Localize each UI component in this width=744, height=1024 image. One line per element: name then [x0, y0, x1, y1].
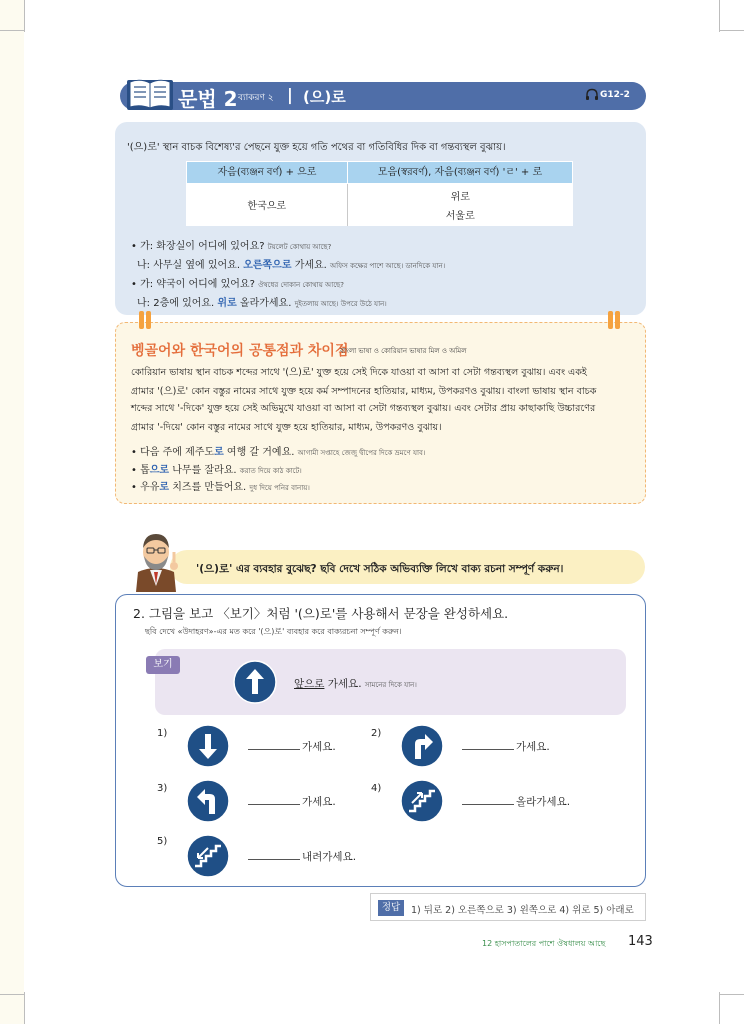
grammar-point: (으)로	[303, 88, 346, 106]
title-divider: |	[287, 85, 293, 104]
example-tag: 보기	[146, 656, 180, 674]
example-korean: 치즈를 만들어요.	[169, 482, 247, 493]
table-cell-value: 한국으로	[247, 201, 287, 213]
table-header-consonant: 자음(ব্যঞ্জন বর্ণ) + 으로	[187, 162, 348, 184]
example-bengali: টয়লেট কোথায় আছে?	[267, 243, 332, 251]
example-bengali: অফিস কক্ষের পাশে আছে। ডানদিকে যান।	[330, 262, 446, 270]
crop-mark	[719, 0, 720, 32]
example-answer	[294, 676, 417, 691]
comparison-example	[131, 478, 310, 494]
turn-right-sign-icon	[400, 724, 444, 768]
example-korean: 가세요.	[291, 260, 327, 271]
example-answer-word: 앞으로	[294, 678, 325, 690]
section-subtitle: ব্যাকরণ ২	[238, 93, 274, 103]
example-highlight: 로	[214, 447, 224, 458]
comparison-title-bengali: বাংলা ভাষা ও কোরিয়ান ভাষার মিল ও অমিল	[340, 347, 467, 355]
grammar-description: '(으)로' স্থান বাচক বিশেষ্য'র পেছনে যুক্ত হয়ে গতি পথের বা গতিবিধির দিক বা গন্তব্যস্থল বুঝায়।	[127, 142, 506, 153]
example-korean: • 우유	[131, 482, 160, 493]
comparison-example	[131, 461, 302, 477]
example-korean: • 다음 주에 제주도	[131, 447, 215, 458]
comparison-text-line: কোরিয়ান ভাষায় স্থান বাচক শব্দের সাথে '(으)로' যুক্ত হয়ে সেই দিকে যাওয়া বা আসা বা সেটা গন্তব্যস্থল বুঝায়। এবং একই	[131, 367, 587, 378]
crop-mark	[720, 30, 744, 31]
arrow-down-sign-icon	[186, 724, 230, 768]
exercise-title: 2. 그림을 보고 〈보기〉처럼 '(으)로'를 사용해서 문장을 완성하세요.	[133, 606, 509, 621]
example-korean: 올라가세요.	[236, 298, 292, 309]
grammar-example	[131, 275, 344, 291]
grammar-example	[137, 256, 445, 272]
item-tail: 올라가세요.	[516, 796, 571, 808]
example-korean: • 가: 약국이 어디에 있어요?	[131, 279, 255, 290]
item-number: 5)	[157, 836, 168, 847]
item-number: 3)	[157, 783, 168, 794]
table-cell-value: 서울로	[445, 210, 475, 222]
turn-left-sign-icon	[186, 779, 230, 823]
table-cell	[187, 184, 348, 226]
crop-mark	[719, 992, 720, 1024]
example-highlight: 으로	[149, 465, 170, 476]
comparison-example	[131, 443, 425, 459]
item-tail: 가세요.	[302, 741, 336, 753]
answer-blank[interactable]	[462, 793, 514, 805]
example-korean: 나무를 잘라요.	[169, 465, 237, 476]
binder-clip	[608, 311, 613, 329]
page-margin-strip	[0, 0, 24, 1024]
binder-clip	[146, 311, 151, 329]
answer-key-text: 1) 뒤로 2) 오른쪽으로 3) 왼쪽으로 4) 위로 5) 아래로	[411, 905, 634, 916]
exercise-subtitle: ছবি দেখে «উদাহরণ»-এর মত করে '(으)로' ব্যবহার করে বাক্যরচনা সম্পূর্ণ করুন।	[145, 627, 402, 636]
table-header-vowel: 모음(স্বরবর্ণ), 자음(ব্যঞ্জন বর্ণ) 'ㄹ' + 로	[348, 162, 573, 184]
answer-blank[interactable]	[248, 738, 300, 750]
example-bengali: করাত দিয়ে কাঠ কাটে।	[239, 467, 302, 475]
teacher-illustration	[130, 526, 182, 592]
item-number: 1)	[157, 728, 168, 739]
crop-mark	[0, 30, 24, 31]
example-bengali: দুইতলায় আছে। উপরে উঠে যান।	[294, 300, 387, 308]
book-icon	[125, 74, 175, 114]
example-bengali: আগামী সপ্তাহে জেজু দ্বীপের দিকে ভ্রমণে যাব।	[297, 449, 426, 457]
crop-mark	[720, 994, 744, 995]
chapter-footer: 12 হাসপাতালের পাশে ঔষধালয় আছে	[482, 939, 606, 948]
item-number: 4)	[371, 783, 382, 794]
prompt-text: '(으)로' এর ব্যবহার বুঝেছ? ছবি দেখে সঠিক অভিব্যক্তি লিখে বাক্য রচনা সম্পূর্ণ করুন।	[196, 563, 564, 575]
example-answer-tail: 가세요.	[324, 678, 362, 690]
crop-mark	[0, 994, 24, 995]
answer-key-tag: 정답	[378, 900, 404, 916]
item-tail: 가세요.	[302, 796, 336, 808]
example-bengali: দুধ দিয়ে পনির বানায়।	[249, 484, 310, 492]
grammar-example	[131, 237, 331, 253]
comparison-text-line: গ্রামার '-দিয়ে' কোন বস্তুর নামের সাথে যুক্ত হয়ে হাতিয়ার, মাধ্যম, উপকরণও বুঝায়।	[131, 422, 442, 433]
item-tail: 내려가세요.	[302, 851, 357, 863]
table-cell	[348, 184, 573, 226]
crop-mark	[24, 0, 25, 32]
example-korean: • 가: 화장실이 어디에 있어요?	[131, 241, 265, 252]
example-korean: 나: 2층에 있어요.	[137, 298, 218, 309]
comparison-text-line: গ্রামার '(으)로' কোন বস্তুর নামের সাথে যুক্ত হয়ে কর্ম সম্পাদনের হাতিয়ার, মাধ্যম, উপকরণও বুঝায়। বাংলা ভাষায় স্থান বাচক	[131, 386, 597, 397]
table-cell-value: 위로	[450, 191, 470, 203]
example-highlight: 로	[159, 482, 170, 493]
comparison-title: 벵골어와 한국어의 공통점과 차이점	[131, 343, 349, 359]
item-tail: 가세요.	[516, 741, 550, 753]
example-korean: • 톱	[131, 465, 150, 476]
audio-track-code[interactable]: G12-2	[600, 90, 630, 100]
binder-clip	[139, 311, 144, 329]
section-title: 문법 2	[178, 87, 238, 111]
answer-blank[interactable]	[248, 848, 300, 860]
answer-blank[interactable]	[462, 738, 514, 750]
example-highlight: 오른쪽으로	[243, 260, 292, 271]
grammar-example	[137, 294, 387, 310]
arrow-up-sign-icon	[233, 660, 277, 704]
example-highlight: 위로	[217, 298, 237, 309]
answer-blank[interactable]	[248, 793, 300, 805]
crop-mark	[24, 992, 25, 1024]
page-number: 143	[628, 934, 653, 949]
example-answer-bengali: সামনের দিকে যান।	[364, 681, 417, 689]
example-korean: 나: 사무실 옆에 있어요.	[137, 260, 244, 271]
binder-clip	[615, 311, 620, 329]
example-bengali: ঔষধের দোকান কোথায় আছে?	[258, 281, 344, 289]
stairs-up-sign-icon	[400, 779, 444, 823]
headphones-icon[interactable]	[585, 88, 599, 101]
example-korean: 여행 갈 거예요.	[223, 447, 295, 458]
grammar-table	[186, 161, 573, 226]
stairs-down-sign-icon	[186, 834, 230, 878]
item-number: 2)	[371, 728, 382, 739]
comparison-text-line: শব্দের সাথে '-দিকে' যুক্ত হয়ে সেই অভিমুখে যাওয়া বা আসা বা সেটা গন্তব্যস্থল বুঝায়। এবং সেটার প্রায় কাছাকাছি উচ্চারণের	[131, 403, 596, 414]
